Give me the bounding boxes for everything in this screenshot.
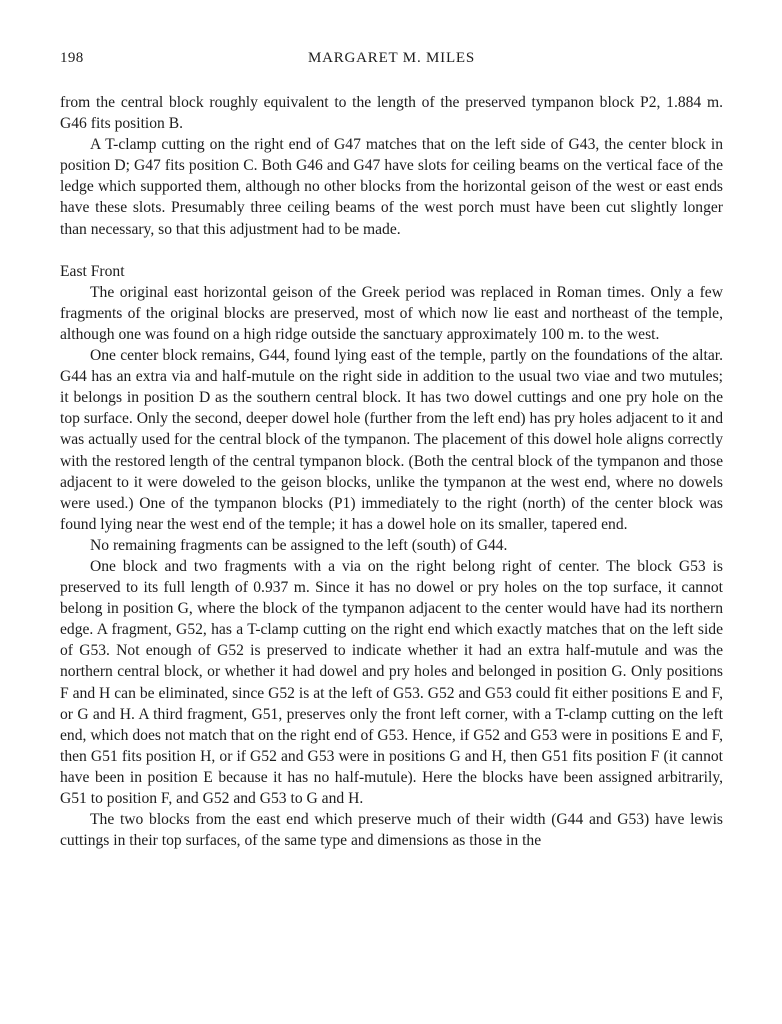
paragraph-east-geison: The original east horizontal geison of the Greek period was replaced in Roman times. Only a few fragments of the original blocks are preserved, most of which now lie east and northeast of the temple, although one was found on a high ridge outside the sanctuary approximately 100 m. to the west. (60, 283, 723, 343)
paragraph-center-block-g44: One center block remains, G44, found lying east of the temple, partly on the foundations of the altar. G44 has an extra via and half-mutule on the right side in addition to the usual two viae and two mutules; it belongs in position D as the southern central block. It has two dowel cuttings and one pry hole on the top surface. Only the second, deeper dowel hole (further from the left end) has pry holes adjacent to it and was actually used for the central block of the tympanon. The placement of this dowel hole aligns correctly with the restored length of the central tympanon block. (Both the central block of the tympanon and those adjacent to it were doweled to the geison blocks, unlike the tympanon at the west end, where no dowels were used.) One of the tympanon blocks (P1) immediately to the right (north) of the center block was found lying near the west end of the temple; it has a dowel hole on its smaller, tapered end. (60, 347, 723, 533)
paragraph-no-remaining-fragments: No remaining fragments can be assigned to the left (south) of G44. (90, 536, 508, 554)
running-head-author: MARGARET M. MILES (307, 50, 476, 66)
body-text (60, 92, 723, 851)
paragraph-t-clamp-g47: A T-clamp cutting on the right end of G47 matches that on the left side of G43, the center block in position D; G47 fits position C. Both G46 and G47 have slots for ceiling beams on the vertical face of the ledge which supported them, although no other blocks from the horizontal geison of the west or east ends have these slots. Presumably three ceiling beams of the west porch must have been cut slightly longer than necessary, so that this adjustment had to be made. (60, 136, 723, 238)
page (60, 50, 723, 851)
running-head (60, 50, 723, 74)
paragraph-continuation: from the central block roughly equivalent to the length of the preserved tympanon block P2, 1.884 m. G46 fits position B. (60, 94, 723, 133)
section-heading-east-front: East Front (60, 262, 125, 280)
page-number: 198 (60, 50, 84, 66)
paragraph-blocks-right-of-center: One block and two fragments with a via on the right belong right of center. The block G53 is preserved to its full length of 0.937 m. Since it has no dowel or pry holes on the top surface, it cannot belong in position G, where the block of the tympanon adjacent to the center would have had its northern edge. A fragment, G52, has a T-clamp cutting on the right end which exactly matches that on the left side of G53. Not enough of G52 is preserved to indicate whether it had an extra half-mutule and was the northern central block, or whether it had dowel and pry holes and belonged in position G. Only positions F and H can be eliminated, since G52 is at the left of G53. G52 and G53 could fit either positions E and F, or G and H. A third fragment, G51, preserves only the front left corner, with a T-clamp cutting on the left end, which does not match that on the right end of G53. Hence, if G52 and G53 were in positions E and F, then G51 fits position H, or if G52 and G53 were in positions G and H, then G51 fits position F (it cannot have been in position E because it has no half-mutule). Here the blocks have been assigned arbitrarily, G51 to position F, and G52 and G53 to G and H. (60, 557, 723, 807)
paragraph-lewis-cuttings: The two blocks from the east end which preserve much of their width (G44 and G53) have lewis cuttings in their top surfaces, of the same type and dimensions as those in the (60, 811, 723, 850)
